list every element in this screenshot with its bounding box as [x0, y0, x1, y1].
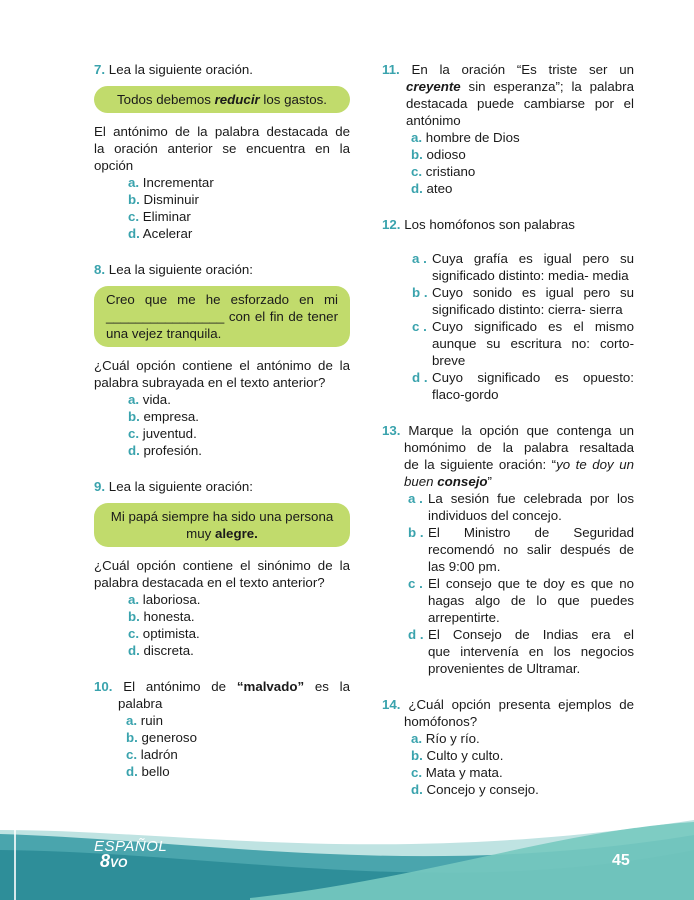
question-line: palabra subrayada en el texto anterior?	[94, 375, 326, 390]
page-number: 45	[612, 852, 630, 869]
option-c[interactable]: c. Eliminar	[128, 209, 191, 224]
question-number: 14.	[382, 697, 401, 712]
options-list	[94, 391, 350, 459]
highlighted-word: creyente	[406, 79, 461, 94]
question-text: es la	[304, 679, 350, 694]
question-line: palabra destacada en el texto anterior?	[94, 575, 325, 590]
question-10	[94, 678, 350, 780]
question-number: 13.	[382, 423, 401, 438]
question-line: homónimo de la palabra resaltada	[404, 440, 634, 455]
options-list	[382, 490, 634, 677]
question-line: El antónimo de la palabra destacada de	[94, 124, 350, 139]
option-b[interactable]: b. odioso	[411, 147, 466, 162]
question-13: 13. Marque la opción que contenga un homónimo de la palabra resaltada de la siguiente oración: “yo te doy un buen consejo” a . La sesión fue celebrada por los individuos del concejo. b . El Ministro de Seguridad recomendó no salir después de las 9:00 pm. c . El consejo que te doy es que no hagas algo de lo que puedes arrepentirte. d . El Consejo de Indias era el que intervenía en los negocios provenientes de Ultramar.	[382, 423, 634, 676]
question-line: homófonos?	[404, 714, 478, 729]
option-c[interactable]: c. ladrón	[126, 747, 178, 762]
options-list	[382, 250, 634, 403]
option-b[interactable]: b. honesta.	[128, 609, 195, 624]
sentence-box	[94, 286, 350, 347]
option-b[interactable]: b. Disminuir	[128, 192, 199, 207]
question-number: 10.	[94, 679, 113, 694]
option-b[interactable]: b. generoso	[126, 730, 197, 745]
question-text: El antónimo de	[123, 679, 237, 694]
option-c[interactable]: c. optimista.	[128, 626, 200, 641]
question-line: destacada puede cambiarse por el	[406, 96, 634, 111]
highlighted-word: alegre.	[214, 526, 258, 541]
question-9	[94, 478, 350, 659]
question-7	[94, 61, 350, 242]
question-8	[94, 261, 350, 459]
logo-grade: 8VO	[100, 851, 128, 871]
right-column	[382, 61, 634, 798]
option-a[interactable]: a . Cuya grafía es igual pero su significado distinto: media- media	[412, 251, 634, 283]
option-d[interactable]: d . Cuyo significado es opuesto: flaco-gordo	[412, 370, 634, 402]
blank-line: ________________	[106, 309, 225, 324]
option-b[interactable]: b . Cuyo sonido es igual pero su significado distinto: cierra- sierra	[412, 285, 634, 317]
question-prompt: Los homófonos son palabras	[404, 217, 575, 232]
option-d[interactable]: d. profesión.	[128, 443, 202, 458]
options-list	[382, 129, 634, 197]
question-prompt: Lea la siguiente oración:	[108, 479, 253, 494]
options-list	[382, 730, 634, 798]
option-b[interactable]: b. Culto y culto.	[411, 748, 504, 763]
option-b[interactable]: b . El Ministro de Seguridad recomendó no salir después de las 9:00 pm.	[408, 525, 634, 574]
question-text	[94, 557, 350, 591]
question-line: opción	[94, 158, 134, 173]
option-a[interactable]: a. hombre de Dios	[411, 130, 520, 145]
option-a[interactable]: a. laboriosa.	[128, 592, 201, 607]
highlighted-word: “malvado”	[236, 679, 305, 694]
option-d[interactable]: d. Concejo y consejo.	[411, 782, 539, 797]
left-column	[94, 61, 350, 780]
box-text: Todos debemos	[117, 92, 215, 107]
box-text: muy	[186, 526, 215, 541]
option-a[interactable]: a. vida.	[128, 392, 171, 407]
options-list	[94, 712, 350, 780]
question-11	[382, 61, 634, 197]
question-number: 8.	[94, 262, 106, 277]
question-number: 12.	[382, 217, 401, 232]
sentence-box	[94, 86, 350, 113]
highlighted-word: consejo	[437, 474, 488, 489]
footer-vertical-line	[14, 790, 16, 900]
question-line: sin esperanza”; la palabra	[460, 79, 634, 94]
options-list	[94, 174, 350, 242]
question-text	[94, 123, 350, 174]
question-line: antónimo	[406, 113, 461, 128]
sentence-box	[94, 503, 350, 547]
option-d[interactable]: d . El Consejo de Indias era el que intervenía en los negocios provenientes de Ultramar.	[408, 627, 634, 676]
box-text: Mi papá siempre ha sido una persona	[110, 509, 334, 524]
question-number: 11.	[382, 62, 400, 77]
question-line: palabra	[118, 696, 163, 711]
option-d[interactable]: d. bello	[126, 764, 170, 779]
option-b[interactable]: b. empresa.	[128, 409, 199, 424]
question-prompt: Lea la siguiente oración.	[108, 62, 253, 77]
option-c[interactable]: c. cristiano	[411, 164, 476, 179]
question-line: ¿Cuál opción presenta ejemplos de	[408, 697, 634, 712]
box-text: los gastos.	[259, 92, 327, 107]
question-12	[382, 216, 634, 403]
book-logo	[94, 838, 167, 872]
box-text: una vejez tranquila.	[106, 326, 222, 341]
question-number: 9.	[94, 479, 106, 494]
highlighted-word: reducir	[214, 92, 260, 107]
option-d[interactable]: d. Acelerar	[128, 226, 193, 241]
option-c[interactable]: c . El consejo que te doy es que no hagas algo de lo que puedes arrepentirte.	[408, 576, 634, 625]
option-a[interactable]: a. ruin	[126, 713, 163, 728]
question-prompt: Lea la siguiente oración:	[108, 262, 253, 277]
options-list	[94, 591, 350, 659]
logo-subject: ESPAÑOL	[94, 838, 168, 855]
question-line: ¿Cuál opción contiene el antónimo de la	[94, 358, 350, 373]
box-text: con el fin de tener	[224, 309, 338, 324]
option-d[interactable]: d. discreta.	[128, 643, 194, 658]
box-text: Creo que me he esforzado en mi	[106, 292, 338, 307]
question-text	[94, 357, 350, 391]
question-14	[382, 696, 634, 798]
question-line: la oración anterior se encuentra en la	[94, 141, 350, 156]
option-d[interactable]: d. ateo	[411, 181, 453, 196]
option-a[interactable]: a . La sesión fue celebrada por los individuos del concejo.	[408, 491, 634, 523]
option-c[interactable]: c. Mata y mata.	[411, 765, 503, 780]
question-line: En la oración “Es triste ser un	[411, 62, 634, 77]
option-a[interactable]: a. Incrementar	[128, 175, 214, 190]
option-c[interactable]: c . Cuyo significado es el mismo aunque su escritura no: corto- breve	[412, 319, 634, 368]
question-number: 7.	[94, 62, 106, 77]
question-line: ¿Cuál opción contiene el sinónimo de la	[94, 558, 350, 573]
question-line: Marque la opción que contenga un	[408, 423, 634, 438]
option-c[interactable]: c. juventud.	[128, 426, 197, 441]
option-a[interactable]: a. Río y río.	[411, 731, 480, 746]
